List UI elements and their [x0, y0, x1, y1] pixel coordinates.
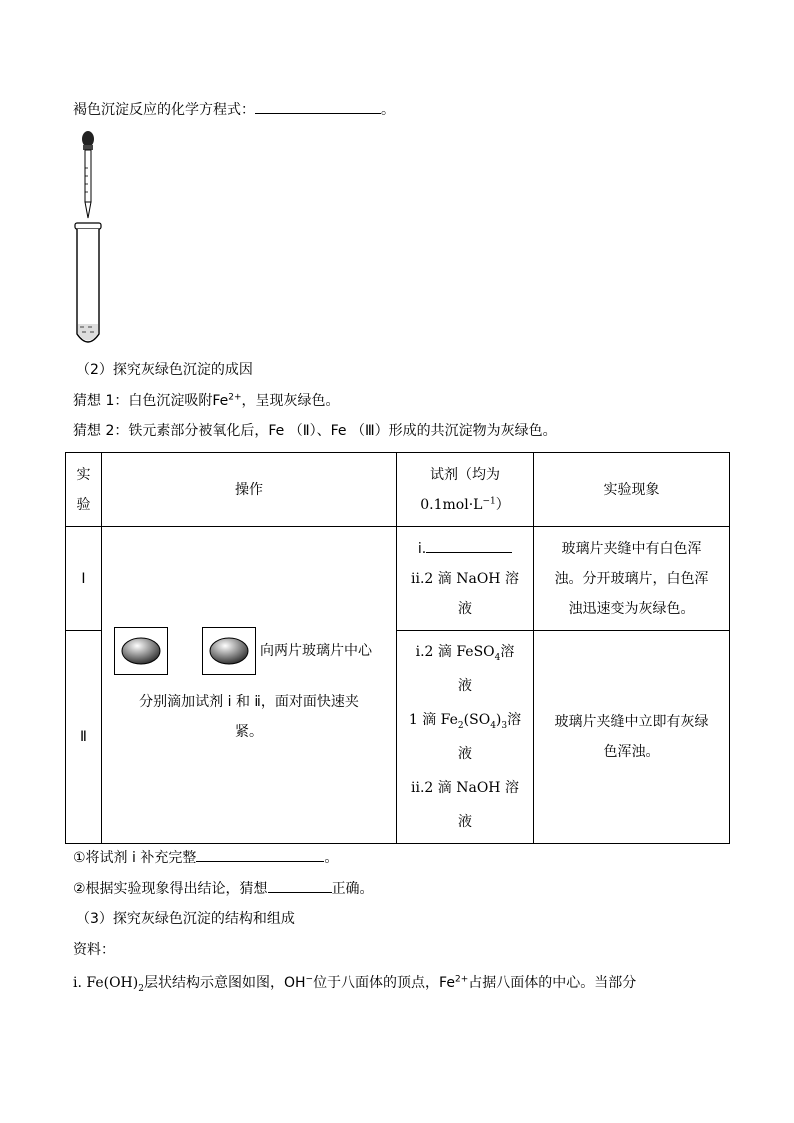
- question-1: ①将试剂 ⅰ 补充完整 。: [73, 847, 338, 868]
- answer-blank-q2[interactable]: [268, 878, 332, 893]
- operation-cell: [102, 527, 397, 844]
- glass-slide-right: [202, 627, 256, 675]
- question-2: ②根据实验现象得出结论，猜想 正确。: [73, 878, 374, 899]
- phenomenon-cell-2: 玻璃片夹缝中立即有灰绿 色浑浊。: [534, 631, 730, 844]
- reagent-cell-1: ⅰ. ⅱ.2 滴 NaOH 溶 液: [397, 527, 534, 631]
- row-id-1: Ⅰ: [66, 527, 102, 631]
- answer-blank-q1[interactable]: [196, 847, 324, 862]
- operation-text-3: 紧。: [235, 724, 263, 740]
- material-label: 资料：: [73, 942, 115, 958]
- reagent-cell-2: ⅰ.2 滴 FeSO$_4$溶 液 1 滴 $Fe_2(SO_4)_3$溶 液 ⅱ.2 滴 NaOH 溶 液: [397, 631, 534, 844]
- row-id-2: Ⅱ: [66, 631, 102, 844]
- operation-text-1: 向两片玻璃片中心: [260, 643, 372, 659]
- answer-blank-reagent[interactable]: [426, 538, 512, 553]
- dropper-icon: [82, 131, 94, 218]
- intro-text: 褐色沉淀反应的化学方程式：: [73, 102, 255, 118]
- header-experiment: 实 验: [66, 453, 102, 527]
- drop-icon: [209, 637, 249, 665]
- operation-text-2: 分别滴加试剂 ⅰ 和 ⅱ，面对面快速夹: [139, 694, 359, 710]
- glass-slide-left: [114, 627, 168, 675]
- table-row: [66, 527, 730, 631]
- test-tube-icon: [75, 223, 101, 342]
- guess-2: 猜想 2：铁元素部分被氧化后，Fe （Ⅱ）、Fe （Ⅲ）形成的共沉淀物为灰绿色。: [73, 423, 557, 439]
- header-phenomenon: 实验现象: [534, 453, 730, 527]
- drop-icon: [121, 637, 161, 665]
- header-operation: 操作: [102, 453, 397, 527]
- intro-line: 褐色沉淀反应的化学方程式： 。: [73, 99, 395, 120]
- guess-1: 猜想 1：白色沉淀吸附$Fe^{2+}$，呈现灰绿色。: [73, 392, 340, 409]
- experiment-table: [65, 452, 730, 844]
- answer-blank-equation[interactable]: [255, 99, 381, 114]
- dropper-test-tube-illustration: [70, 128, 110, 348]
- info-line: ⅰ. $Fe(OH)_2$层状结构示意图如图，OH−位于八面体的顶点，$Fe^{2+}$占据八面体的中心。当部分: [73, 974, 637, 994]
- header-reagent: 试剂（均为 $0.1mol\cdot L^{-1}$）: [397, 453, 534, 527]
- section3-heading: （3）探究灰绿色沉淀的结构和组成: [76, 911, 295, 927]
- table-header-row: [66, 453, 730, 527]
- glass-slides: [102, 627, 396, 675]
- phenomenon-cell-1: 玻璃片夹缝中有白色浑 浊。分开玻璃片，白色浑 浊迅速变为灰绿色。: [534, 527, 730, 631]
- section2-heading: （2）探究灰绿色沉淀的成因: [76, 362, 253, 378]
